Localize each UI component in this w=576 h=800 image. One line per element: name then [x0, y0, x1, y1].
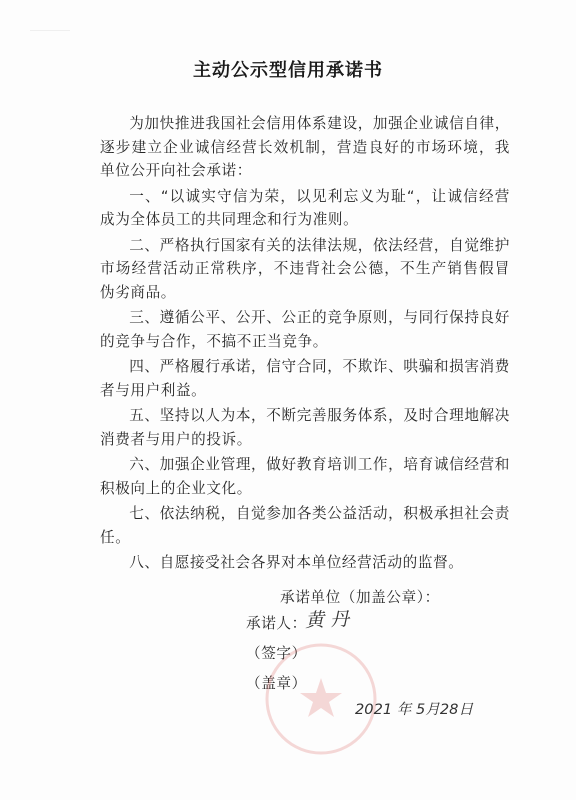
document-title: 主动公示型信用承诺书 — [193, 60, 383, 81]
paragraph-intro: 为加快推进我国社会信用体系建设，加强企业诚信自律，逐步建立企业诚信经营长效机制，营造良好的市场环境，我单位公开向社会承诺： — [100, 115, 510, 179]
signature-note: （签字） — [246, 645, 307, 662]
paragraph-item-2: 二、严格执行国家有关的法律法规，依法经营，自觉维护市场经营活动正常秩序，不违背社会公德，不生产销售假冒伪劣商品。 — [100, 236, 510, 301]
paragraph-item-7: 七、依法纳税，自觉参加各类公益活动，积极承担社会责任。 — [100, 505, 510, 546]
document-body — [100, 112, 510, 577]
promisor-label: 承诺人： — [246, 615, 307, 632]
paragraph-item-4: 四、严格履行承诺，信守合同，不欺诈、哄骗和损害消费者与用户利益。 — [100, 358, 510, 399]
paragraph-item-1: 一、“以诚实守信为荣，以见利忘义为耻“，让诚信经营成为全体员工的共同理念和行为准则。 — [100, 187, 510, 228]
handwritten-signature: 黄 丹 — [304, 608, 350, 632]
signing-date: 2021 年 5月28日 — [355, 701, 474, 718]
paragraph-item-6: 六、加强企业管理，做好教育培训工作，培育诚信经营和积极向上的企业文化。 — [100, 456, 510, 497]
seal-note: （盖章） — [246, 675, 307, 692]
promising-unit-label: 承诺单位（加盖公章）： — [280, 589, 440, 606]
scan-artifact — [30, 30, 70, 45]
paragraph-item-5: 五、坚持以人为本，不断完善服务体系，及时合理地解决消费者与用户的投诉。 — [100, 407, 510, 448]
paragraph-item-8: 八、自愿接受社会各界对本单位经营活动的监督。 — [129, 554, 464, 571]
paragraph-item-3: 三、遵循公平、公开、公正的竞争原则，与同行保持良好的竞争与合作，不搞不正当竞争。 — [100, 309, 510, 350]
